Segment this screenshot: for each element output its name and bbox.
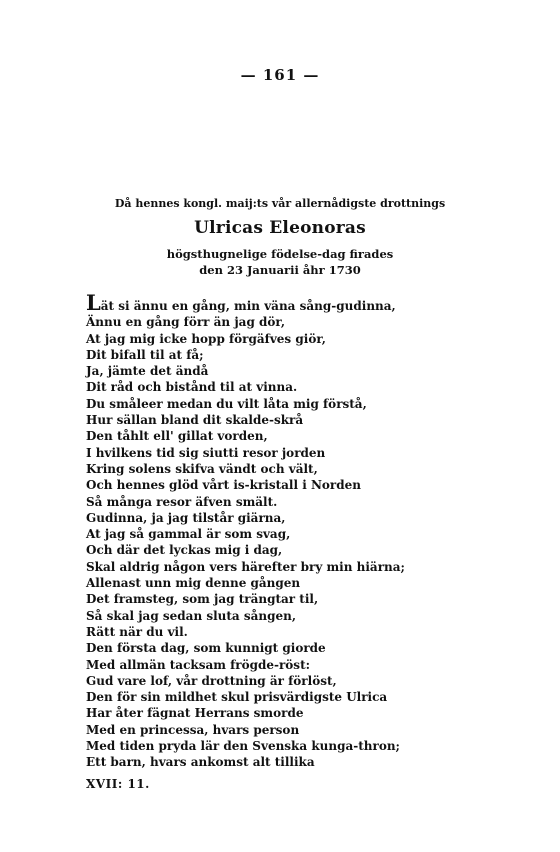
poem-line: Med allmän tacksam frögde-röst: [86,657,311,672]
poem-line [86,290,416,315]
poem-line-text: ät si ännu en gång, min väna sång-gudinna, [100,299,396,313]
poem-line: Kring solens skifva vändt och vält, [86,461,318,476]
poem-line: Hur sällan bland dit skalde-skrå [86,413,304,428]
drop-cap: L [86,290,101,315]
poem-line: I hvilkens tid sig siutti resor jorden [86,445,326,460]
poem-line: Den första dag, som kunnigt giorde [86,641,326,656]
signature-mark: XVII: 11. [86,777,150,791]
poem-line: Dit bifall til at få; [86,347,204,362]
poem-line: Det framsteg, som jag trängtar til, [86,592,319,607]
poem-line: At jag mig icke hopp förgäfves giör, [86,331,326,346]
poem-line: Och där det lyckas mig i dag, [86,543,283,558]
poem-line: Dit råd och bistånd til at vinna. [86,380,298,395]
poem-line: Gudinna, ja jag tilstår giärna, [86,510,286,525]
poem-line: Med en princessa, hvars person [86,722,300,737]
poem-line: Och hennes glöd vårt is-kristall i Norden [86,478,361,493]
poem-line: Rätt när du vil. [86,624,188,639]
poem-line: Skal aldrig någon vers härefter bry min hiärna; [86,559,405,574]
poem-line: At jag så gammal är som svag, [86,527,291,542]
poem-line: Den för sin mildhet skul prisvärdigste Ulrica [86,690,388,705]
poem-line: Ja, jämte det ändå [86,364,209,379]
heading-date: den 23 Januarii åhr 1730 [199,263,361,277]
poem-line: Ännu en gång förr än jag dör, [86,315,286,330]
poem-line: Så många resor äfven smält. [86,494,278,509]
poem-line: Du småleer medan du vilt låta mig förstå, [86,396,367,411]
heading-celebration: högsthugnelige födelse-dag firades [166,247,394,261]
poem-body [86,290,416,771]
poem-line: Allenast unn mig denne gången [86,576,301,591]
heading-occasion: Då hennes kongl. maij:ts vår allernådigste drottnings [114,197,446,210]
poem-line: Ett barn, hvars ankomst alt tillika [86,755,315,770]
poem-line: Den tåhlt ell' gillat vorden, [86,429,268,444]
poem-line: Med tiden pryda lär den Svenska kunga-thron; [86,739,400,754]
poem-line: Gud vare lof, vår drottning är förlöst, [86,673,337,688]
poem-line: Har åter fägnat Herrans smorde [86,706,304,721]
page-number: — 161 — [240,66,320,84]
heading-queen-name: Ulricas Eleonoras [194,218,366,238]
poem-line: Så skal jag sedan sluta sången, [86,608,297,623]
